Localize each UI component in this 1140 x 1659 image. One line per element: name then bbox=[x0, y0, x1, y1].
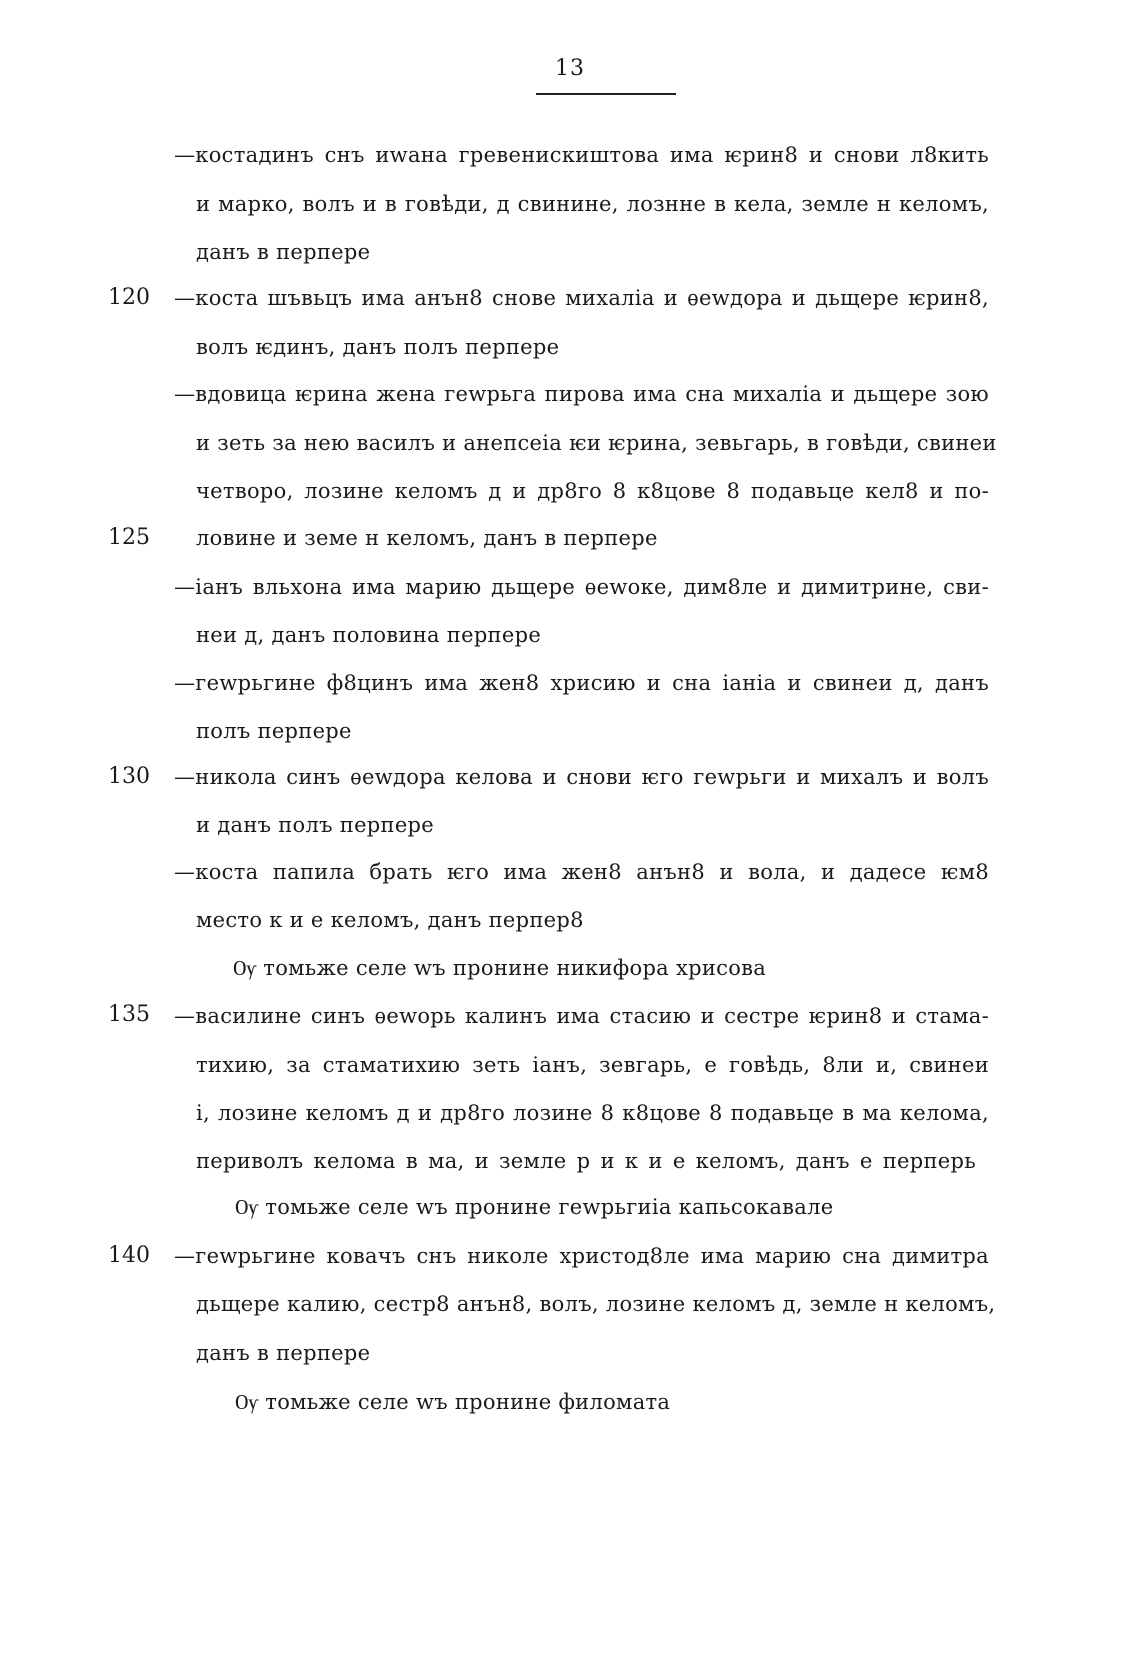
line-number-120: 120 bbox=[108, 285, 150, 310]
text-line: ловине и земе н келомъ, данъ в перпере bbox=[196, 526, 658, 550]
text-line: полъ перпере bbox=[196, 719, 352, 743]
text-line: волъ ѥдинъ, данъ полъ перпере bbox=[196, 335, 560, 359]
text-line: и марко, волъ и в говѣди, д свинине, лознне в кела, земле н келомъ, bbox=[196, 192, 989, 216]
text-line: —геwрьгине ф8цинъ има жен8 хрисию и сна іаніа и свинеи д, данъ bbox=[174, 671, 989, 695]
text-line: —коста шъвьцъ има анън8 снове михаліа и ѳеwдора и дьщере ѥрин8, bbox=[174, 286, 989, 310]
text-line: —никола синъ ѳеwдора келова и снови ѥго геwрьги и михалъ и волъ bbox=[174, 765, 989, 789]
line-number-130: 130 bbox=[108, 764, 150, 789]
page-number-rule bbox=[536, 93, 676, 95]
text-line: периволъ келома в ма, и земле р и к и е келомъ, данъ е перперь bbox=[196, 1149, 976, 1173]
text-line: —іанъ вльхона има марию дьщере ѳеwоке, дим8ле и димитрине, сви- bbox=[174, 575, 989, 599]
text-line: —коста папила брать ѥго има жен8 анън8 и вола, и дадесе ѥм8 bbox=[174, 860, 989, 884]
text-line: і, лозине келомъ д и др8го лозине 8 к8цове 8 подавьце в ма келома, bbox=[196, 1101, 989, 1125]
text-line: четворо, лозине келомъ д и др8го 8 к8цове 8 подавьце кел8 и по- bbox=[196, 479, 989, 503]
text-line: дьщере калию, сестр8 анън8, волъ, лозине келомъ д, земле н келомъ, bbox=[196, 1292, 996, 1316]
text-line: —вдовица ѥрина жена геwрьга пирова има сна михаліа и дьщере зою bbox=[174, 382, 989, 406]
text-line: тихию, за стаматихию зеть іанъ, зевгарь, е говѣдь, 8ли и, свинеи bbox=[196, 1053, 989, 1077]
text-line: —геwрьгине ковачъ снъ николе христод8ле има марию сна димитра bbox=[174, 1244, 989, 1268]
text-line: —костадинъ снъ иwана гревенискиштова има ѥрин8 и снови л8кить bbox=[174, 143, 989, 167]
text-line: данъ в перпере bbox=[196, 240, 371, 264]
text-line: место к и е келомъ, данъ перпер8 bbox=[196, 908, 584, 932]
text-line: и зеть за нею василъ и анепсеіа ѥи ѥрина, зевьгарь, в говѣди, свинеи bbox=[196, 431, 997, 455]
line-number-140: 140 bbox=[108, 1243, 150, 1268]
line-number-135: 135 bbox=[108, 1002, 150, 1027]
section-heading: Ѹ томьже селе wъ пронине никифора хрисова bbox=[233, 956, 767, 980]
section-heading: Ѹ томьже селе wъ пронине геwрьгиіа капьсокавале bbox=[235, 1195, 834, 1219]
text-line: —василине синъ ѳеwорь калинъ има стасию и сестре ѥрин8 и стама- bbox=[174, 1004, 989, 1028]
text-line: данъ в перпере bbox=[196, 1341, 371, 1365]
line-number-125: 125 bbox=[108, 525, 150, 550]
page-number: 13 bbox=[555, 56, 585, 81]
text-line: и данъ полъ перпере bbox=[196, 813, 435, 837]
text-line: неи д, данъ половина перпере bbox=[196, 623, 542, 647]
section-heading: Ѹ томьже селе wъ пронине филомата bbox=[235, 1390, 671, 1414]
